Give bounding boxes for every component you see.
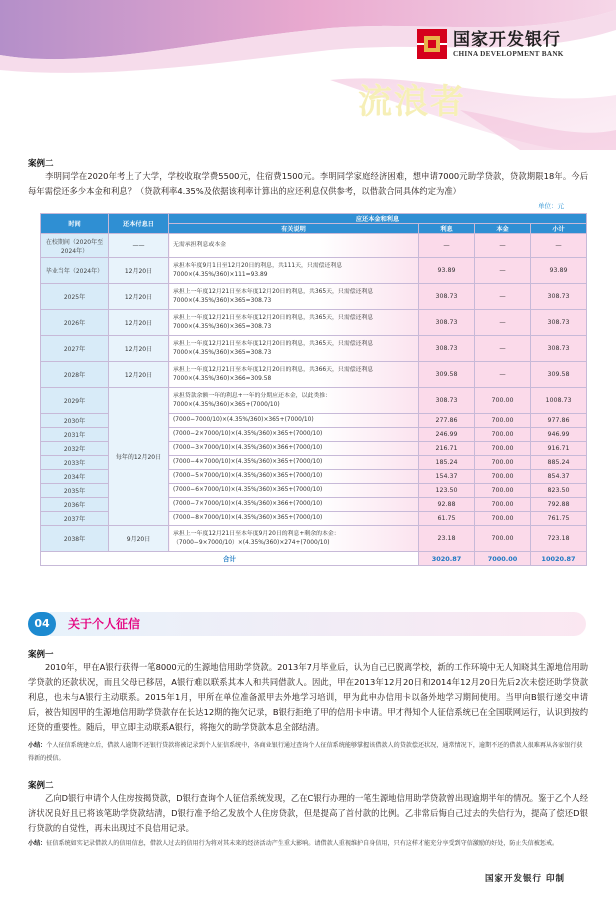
repayment-table: [40, 213, 587, 566]
cell-desc: (7000−8×7000/10)×(4.35%/360)×365+(7000/10): [169, 512, 419, 526]
case2b-paragraph: 乙向D银行申请个人住房按揭贷款，D银行查询个人征信系统发现，乙在C银行办理的一笔生源地信用助学贷款曾出现逾期半年的情况。鉴于乙个人经济状况良好且已将该笔助学贷款结清，D银行准予给乙发放个人住房贷款，但是提高了首付款的比例。乙非常后悔自己过去的失信行为，提高了偿还D银行贷款的自觉性，再未出现过不良信用记录。: [28, 793, 588, 833]
cell-time: 2028年: [41, 362, 109, 388]
cell-desc: (7000−6×7000/10)×(4.35%/360)×365+(7000/10): [169, 484, 419, 498]
cell-interest: 185.24: [419, 456, 475, 470]
case2b-heading: 案例二: [28, 781, 54, 791]
cell-subtotal: 885.24: [531, 456, 587, 470]
cell-subtotal: 823.50: [531, 484, 587, 498]
cell-desc: 承担本年度9月1日至12月20日的利息，共111天，只需偿还利息 7000×(4.35%/360)×111=93.89: [169, 258, 419, 284]
col-header-interest: 利息: [419, 224, 475, 234]
cell-pay-date: 12月20日: [109, 258, 169, 284]
cell-interest: 216.71: [419, 442, 475, 456]
cell-time: 2033年: [41, 456, 109, 470]
cell-desc: (7000−3×7000/10)×(4.35%/360)×366+(7000/10): [169, 442, 419, 456]
col-header-desc: 有关说明: [169, 224, 419, 234]
cell-subtotal: 308.73: [531, 284, 587, 310]
cell-desc: 承担上一年度12月21日至本年度12月20日的利息，共365天，只需偿还利息 7000×(4.35%/360)×365=308.73: [169, 284, 419, 310]
table-row: [41, 336, 587, 362]
table-row: [41, 310, 587, 336]
cell-subtotal: 1008.73: [531, 388, 587, 414]
cell-principal: 700.00: [475, 456, 531, 470]
cell-pay-date: 12月20日: [109, 336, 169, 362]
total-label: 合计: [41, 552, 419, 566]
cell-principal: 700.00: [475, 428, 531, 442]
cell-subtotal: 309.58: [531, 362, 587, 388]
section-number: 04: [28, 612, 56, 636]
cell-principal: 700.00: [475, 414, 531, 428]
cell-subtotal: 723.18: [531, 526, 587, 552]
cell-pay-date: ——: [109, 234, 169, 258]
total-principal: 7000.00: [475, 552, 531, 566]
cell-subtotal: 792.88: [531, 498, 587, 512]
header-swoosh: [0, 0, 616, 150]
cell-subtotal: 916.71: [531, 442, 587, 456]
cell-interest: 308.73: [419, 336, 475, 362]
cell-time: 2025年: [41, 284, 109, 310]
cell-interest: 61.75: [419, 512, 475, 526]
cell-desc: 承担上一年度12月21日至本年度12月20日的利息，共365天，只需偿还利息 7000×(4.35%/360)×365=308.73: [169, 336, 419, 362]
cell-principal: —: [475, 310, 531, 336]
cell-desc: (7000−7×7000/10)×(4.35%/360)×366+(7000/10): [169, 498, 419, 512]
cell-interest: 308.73: [419, 284, 475, 310]
cell-principal: 700.00: [475, 512, 531, 526]
cell-desc: 承担贷款余额一年的利息+一年的分期应还本金，以此类推： 7000×(4.35%/360)×365+(7000/10): [169, 388, 419, 414]
cell-principal: 700.00: [475, 442, 531, 456]
cell-subtotal: 308.73: [531, 310, 587, 336]
cell-interest: 309.58: [419, 362, 475, 388]
cell-desc: (7000−5×7000/10)×(4.35%/360)×365+(7000/10): [169, 470, 419, 484]
cell-principal: 700.00: [475, 526, 531, 552]
cell-time: 2034年: [41, 470, 109, 484]
cell-interest: 92.88: [419, 498, 475, 512]
watermark-text: 流浪者: [358, 82, 466, 122]
cell-principal: 700.00: [475, 498, 531, 512]
cell-desc: 承担上一年度12月21日至本年度12月20日的利息，共365天，只需偿还利息 7000×(4.35%/360)×365=308.73: [169, 310, 419, 336]
col-header-subtotal: 小计: [531, 224, 587, 234]
total-subtotal: 10020.87: [531, 552, 587, 566]
col-header-time: 时间: [41, 214, 109, 234]
case1-summary: 小结：个人征信系统建立后，借款人逾期不还银行贷款将被记录到个人征信系统中，各商业银行通过查询个人征信系统能够掌握该借款人的贷款偿还状况，通常情况下，逾期不还的借款人很难再从各家银行获得新的授信。: [28, 742, 583, 762]
cell-subtotal: —: [531, 234, 587, 258]
cell-time: 在校期间（2020年至2024年）: [41, 234, 109, 258]
table-row: [41, 258, 587, 284]
cell-subtotal: 854.37: [531, 470, 587, 484]
cell-time: 2027年: [41, 336, 109, 362]
cell-pay-date: 每年的12月20日: [109, 388, 169, 526]
cell-interest: 308.73: [419, 388, 475, 414]
cell-principal: —: [475, 336, 531, 362]
cell-interest: 154.37: [419, 470, 475, 484]
cell-subtotal: 946.99: [531, 428, 587, 442]
case2a-paragraph: 李明同学在2020年考上了大学，学校收取学费5500元，住宿费1500元。李明同学家庭经济困难，想申请7000元助学贷款，贷款期限18年。今后每年需偿还多少本金和利息？（贷款利率4.35%及依据该利率计算出的应还利息仅供参考，以借款合同具体约定为准）: [28, 171, 588, 196]
cell-interest: 277.86: [419, 414, 475, 428]
cell-subtotal: 977.86: [531, 414, 587, 428]
case1-paragraph: 2010年，甲在A银行获得一笔8000元的生源地信用助学贷款。2013年7月毕业后，认为自己已脱离学校，新的工作环境中无人知晓其生源地信用助学贷款的还款状况，而且父母已移居，A银行难以联系其本人和共同借款人。因此，甲在2013年12月20日和2014年12月20日先后2次未偿还助学贷款利息，也未与A银行主动联系。2015年1月，甲所在单位准备派甲去外地学习培训，甲为此申办信用卡以备外地学习期间使用。当甲向B银行递交申请后，被告知因甲的生源地信用助学贷款存在长达12期的拖欠记录，B银行拒绝了甲的信用卡申请。甲才得知个人征信系统已在全国联网运行，认识到按约还贷的重要性。随后，甲立即主动联系A银行，将拖欠的助学贷款本息全部结清。: [28, 662, 588, 732]
col-header-group: 应还本金和利息: [169, 214, 587, 224]
table-row: [41, 388, 587, 414]
cell-desc: 承担上一年度12月21日至本年度9月20日的利息+剩余的本金： （7000−9×7000/10）×(4.35%/360)×274+(7000/10): [169, 526, 419, 552]
unit-label: 单位：元: [538, 202, 564, 210]
section-heading: [28, 612, 586, 636]
col-header-pay-date: 还本付息日: [109, 214, 169, 234]
cell-desc: 无需承担利息或本金: [169, 234, 419, 258]
cell-principal: 700.00: [475, 470, 531, 484]
cell-principal: 700.00: [475, 388, 531, 414]
bank-logo: [417, 29, 564, 59]
cell-pay-date: 9月20日: [109, 526, 169, 552]
bank-name-en: CHINA DEVELOPMENT BANK: [453, 49, 564, 58]
table-row: [41, 362, 587, 388]
cell-principal: 700.00: [475, 484, 531, 498]
cell-interest: 93.89: [419, 258, 475, 284]
cell-subtotal: 761.75: [531, 512, 587, 526]
header-banner: [0, 0, 616, 150]
cell-pay-date: 12月20日: [109, 362, 169, 388]
cell-time: 2036年: [41, 498, 109, 512]
case2b-summary: 小结：征信系统如实记录借款人的信用信息，借款人过去的信用行为将对其未来的经济活动产生重大影响。请借款人重视维护自身信用，只有这样才能充分享受到守信激励的好处，防止失信被惩戒。: [28, 840, 559, 847]
cell-subtotal: 93.89: [531, 258, 587, 284]
cell-desc: 承担上一年度12月21日至本年度12月20日的利息，共366天，只需偿还利息 7000×(4.35%/360)×366=309.58: [169, 362, 419, 388]
table-total-row: [41, 552, 587, 566]
table-row: [41, 234, 587, 258]
cell-interest: 246.99: [419, 428, 475, 442]
cell-interest: 23.18: [419, 526, 475, 552]
cell-interest: —: [419, 234, 475, 258]
cell-principal: —: [475, 234, 531, 258]
table-row: [41, 526, 587, 552]
cell-time: 2032年: [41, 442, 109, 456]
cell-principal: —: [475, 362, 531, 388]
case2a-heading: 案例二: [28, 159, 54, 169]
cell-principal: —: [475, 258, 531, 284]
cell-principal: —: [475, 284, 531, 310]
section-title: 关于个人征信: [68, 617, 141, 631]
cell-interest: 308.73: [419, 310, 475, 336]
cell-time: 2038年: [41, 526, 109, 552]
total-interest: 3020.87: [419, 552, 475, 566]
cell-time: 2031年: [41, 428, 109, 442]
bank-logo-icon: [417, 29, 447, 59]
cell-desc: (7000−7000/10)×(4.35%/360)×365+(7000/10): [169, 414, 419, 428]
bank-name-cn: 国家开发银行: [453, 29, 561, 50]
col-header-principal: 本金: [475, 224, 531, 234]
cell-interest: 123.50: [419, 484, 475, 498]
cell-desc: (7000−4×7000/10)×(4.35%/360)×365+(7000/10): [169, 456, 419, 470]
case1-heading: 案例一: [28, 650, 54, 660]
cell-subtotal: 308.73: [531, 336, 587, 362]
cell-time: 2030年: [41, 414, 109, 428]
cell-pay-date: 12月20日: [109, 284, 169, 310]
cell-time: 2037年: [41, 512, 109, 526]
cell-pay-date: 12月20日: [109, 310, 169, 336]
cell-time: 2035年: [41, 484, 109, 498]
cell-desc: (7000−2×7000/10)×(4.35%/360)×365+(7000/10): [169, 428, 419, 442]
table-row: [41, 284, 587, 310]
footer-imprint: 国家开发银行 印制: [485, 874, 565, 884]
cell-time: 2026年: [41, 310, 109, 336]
cell-time: 毕业当年（2024年）: [41, 258, 109, 284]
cell-time: 2029年: [41, 388, 109, 414]
